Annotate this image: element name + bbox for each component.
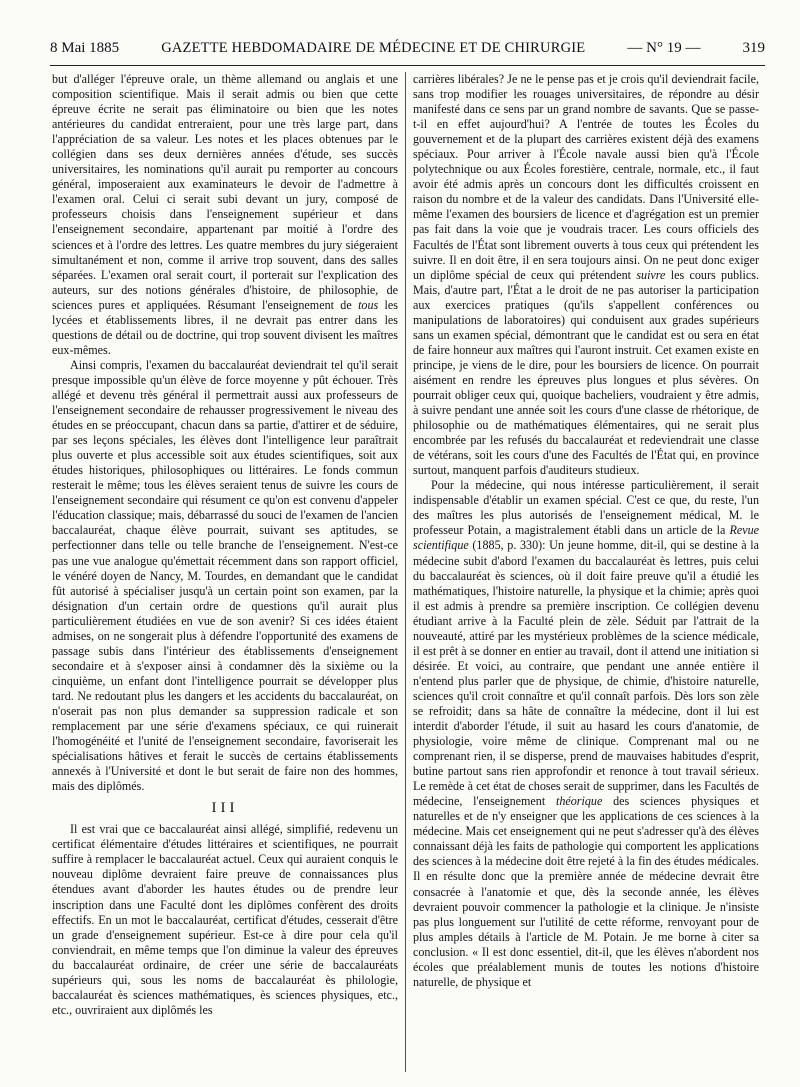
journal-title: GAZETTE HEBDOMADAIRE DE MÉDECINE ET DE CHIRURGIE <box>161 40 586 56</box>
paragraph: but d'alléger l'épreuve orale, un thème allemand ou anglais et une composition scientifique. Mais il serait admis ou bien que cette épreuve écrite ne serait pas éliminatoire ou bien que les notes antérieures du candidat entreraient, pour une très large part, dans l'appréciation de sa valeur. Les notes et les places obtenues par le collégien dans ses deux dernières années d'étude, ses succès universitaires, les nominations qu'il aurait pu remporter au concours général, imposeraient aux examinateurs le devoir de l'admettre à l'examen oral. Celui ci serait subi devant un jury, composé de professeurs choisis dans l'enseignement supérieur et dans l'enseignement secondaire, appartenant par moitié à l'ordre des sciences et à l'ordre des lettres. Les quatre membres du jury siégeraient simultanément et non, comme il arrive trop souvent, dans des salles séparées. L'examen oral serait court, il porterait sur l'explication des auteurs, sur des notions générales d'histoire, de philosophie, de sciences pures et appliquées. Résumant l'enseignement de tous les lycées et établissements libres, il ne devrait pas entrer dans les questions de détail ou de doctrine, qui trop souvent divisent les maîtres eux-mêmes. <box>52 72 398 357</box>
page-number: 319 <box>742 40 765 56</box>
paragraph: Ainsi compris, l'examen du baccalauréat deviendrait tel qu'il serait presque impossible qu'un élève de force moyenne y pût échouer. Très allégé et devenu très général il permettrait aussi aux professeurs de l'enseignement secondaire de rehausser progressivement le niveau des études en se préoccupant, chacun dans sa partie, d'attirer et de séduire, par ses leçons spéciales, les élèves dont l'intelligence leur paraîtrait plus ouverte et plus accessible soit aux études scientifiques, soit aux études historiques, philosophiques ou littéraires. Le fonds commun resterait le même; tous les élèves seraient tenus de suivre les cours de l'enseignement secondaire qui résument ce qu'on est convenu d'appeler l'éducation classique; mais, débarrassé du souci de l'examen de l'ancien baccalauréat, chaque élève pourrait, suivant ses aptitudes, se perfectionner dans telle ou telle branche de l'enseignement. N'est-ce pas une vue analogue qu'émettait récemment dans son rapport officiel, le vénéré doyen de Nancy, M. Tourdes, en demandant que le candidat fût autorisé à spécialiser jusqu'à un certain point son examen, par la désignation d'un certain ordre de questions qu'il aurait plus particulièrement étudiées en vue de son avenir? Si ces idées étaient admises, on ne songerait plus à défendre l'opportunité des examens de passage subis dans l'intérieur des établissements d'enseignement secondaire et à s'exposer ainsi à condamner dès la sixième ou la cinquième, un enfant dont l'intelligence pourrait se développer plus tard. Ne redoutant plus les dangers et les accidents du baccalauréat, on n'oserait pas non plus demander sa suppression radicale et son remplacement par une série d'examens spéciaux, ce qui ruinerait l'homogénéité et l'unité de l'enseignement secondaire, favoriserait les spécialisations hâtives et ferait le succès de certains établissements annexés à l'Université et dont le but serait de faire non des hommes, mais des diplômés. <box>52 357 398 794</box>
section-heading: III <box>211 800 239 817</box>
left-column <box>52 72 398 1077</box>
header-date: 8 Mai 1885 <box>50 40 120 56</box>
running-header <box>50 40 765 64</box>
paragraph: Il est vrai que ce baccalauréat ainsi allégé, simplifié, redevenu un certificat élémentaire d'études littéraires et scientifiques, ne pourrait suffire à remplacer le baccalauréat actuel. Ceux qui auraient conquis le nouveau diplôme devraient faire preuve de connaissances plus étendues avant d'aborder les hautes études ou de prendre leur inscription dans une Faculté dont les diplômes confèrent des droits effectifs. En un mot le baccalauréat, certificat d'études, cesserait d'être un grade d'enseignement supérieur. Est-ce à dire pour cela qu'il conviendrait, en même temps que l'on diminue la valeur des épreuves du baccalauréat ordinaire, de créer une série de baccalauréats supérieurs qui, sous les noms de baccalauréat ès philologie, baccalauréat ès sciences mathématiques, ès sciences physiques, etc., etc., ouvriraient aux diplômés les <box>52 822 398 1017</box>
right-column <box>413 72 759 1077</box>
paragraph: Pour la médecine, qui nous intéresse particulièrement, il serait indispensable d'établir un examen spécial. C'est ce que, du reste, l'un des maîtres les plus autorisés de l'enseignement médical, M. le professeur Potain, a magistralement établi dans un article de la Revue scientifique (1885, p. 330): Un jeune homme, dit-il, qui se destine à la médecine subit d'abord l'examen du baccalauréat ès lettres, puis celui du baccalauréat ès sciences, où il doit faire preuve qu'il a étudié les mathématiques, l'histoire naturelle, la physique et la chimie; après quoi il est admis à prendre sa première inscription. Ce collégien devenu étudiant arrive à la Faculté plein de zèle. Séduit par l'attrait de la nouveauté, attiré par les mystérieux problèmes de la science médicale, il est prêt à se donner en entier au travail, dont il attend une initiation si désirée. Et voici, au contraire, que pendant une année entière il n'entend plus parler que de physique, de chimie, d'histoire naturelle, sciences qu'il croit connaître et qu'il connaît parfois. Dès lors son zèle se refroidit; dans sa hâte de connaître la médecine, dont il lui est interdit d'aborder l'étude, il suit au hasard les cours d'anatomie, de physiologie, voire même de clinique. Comprenant mal ou ne comprenant rien, il se disperse, prend de mauvaises habitudes d'esprit, butine partout sans rien approfondir et renonce à tout travail sérieux. Le remède à cet état de choses serait de supprimer, dans les Facultés de médecine, l'enseignement théorique des sciences physiques et naturelles et de n'y enseigner que les applications de ces sciences à la médecine. Mais cet enseignement qui ne peut s'adresser qu'à des élèves connaissant déjà les faits de pathologie qui comportent les applications des sciences à la médecine doit être rejeté à la fin des études médicales. Il en résulte donc que la première année de médecine devrait être consacrée à l'anatomie et que, dès la seconde année, les élèves devraient pouvoir commencer la pathologie et la clinique. Je n'insiste pas plus longuement sur l'utilité de cette réforme, renvoyant pour de plus amples détails à l'article de M. Potain. Je me borne à citer sa conclusion. « Il est donc essentiel, dit-il, que les élèves n'abordent nos écoles que préalablement munis de toutes les notions d'histoire naturelle, de physique et <box>413 478 759 989</box>
paragraph: carrières libérales? Je ne le pense pas et je crois qu'il deviendrait facile, sans trop modifier les rouages universitaires, de répondre au désir manifesté dans ce sens par un grand nombre de savants. Que se passe-t-il en effet aujourd'hui? A l'entrée de toutes les Écoles du gouvernement et de la plupart des carrières existent déjà des examens spéciaux. Pour arriver à l'École navale aussi bien qu'à l'École polytechnique ou aux Écoles forestière, centrale, normale, etc., il faut avoir été admis après un concours dont les difficultés croissent en raison du nombre et de la valeur des candidats. Dans l'Université elle-même l'examen des boursiers de licence et d'agrégation est un premier pas fait dans la voie que je voudrais tracer. Les cours officiels des Facultés de l'État sont librement ouverts à tous ceux qui prétendent les suivre. Il en doit être, il en sera toujours ainsi. On ne peut donc exiger un diplôme spécial de ceux qui prétendent suivre les cours publics. Mais, d'autre part, l'État a le droit de ne pas autoriser la participation aux exercices pratiques (qu'ils s'appellent conférences ou manipulations de laboratoires) qui conduisent aux grades supérieurs sans un examen spécial, démontrant que le candidat est ou sera en état de faire honneur aux maîtres qui l'auront instruit. Cet examen existe en principe, je viens de le dire, pour les boursiers de licence. On pourrait aisément en rendre les épreuves plus longues et plus sévères. On pourrait obliger ceux qui, quoique bacheliers, voudraient y être admis, à suivre pendant une année soit les cours d'une classe de rhétorique, de philosophie ou de mathématiques élémentaires, qui ne serait plus encombrée par les refusés du baccalauréat et redeviendrait une classe de vétérans, soit les cours d'une des Facultés de l'État qui, en province surtout, manquent parfois d'auditeurs studieux. <box>413 72 759 478</box>
column-divider <box>405 72 406 1072</box>
header-rule <box>50 65 765 66</box>
issue-number: — N° 19 — <box>627 40 701 56</box>
